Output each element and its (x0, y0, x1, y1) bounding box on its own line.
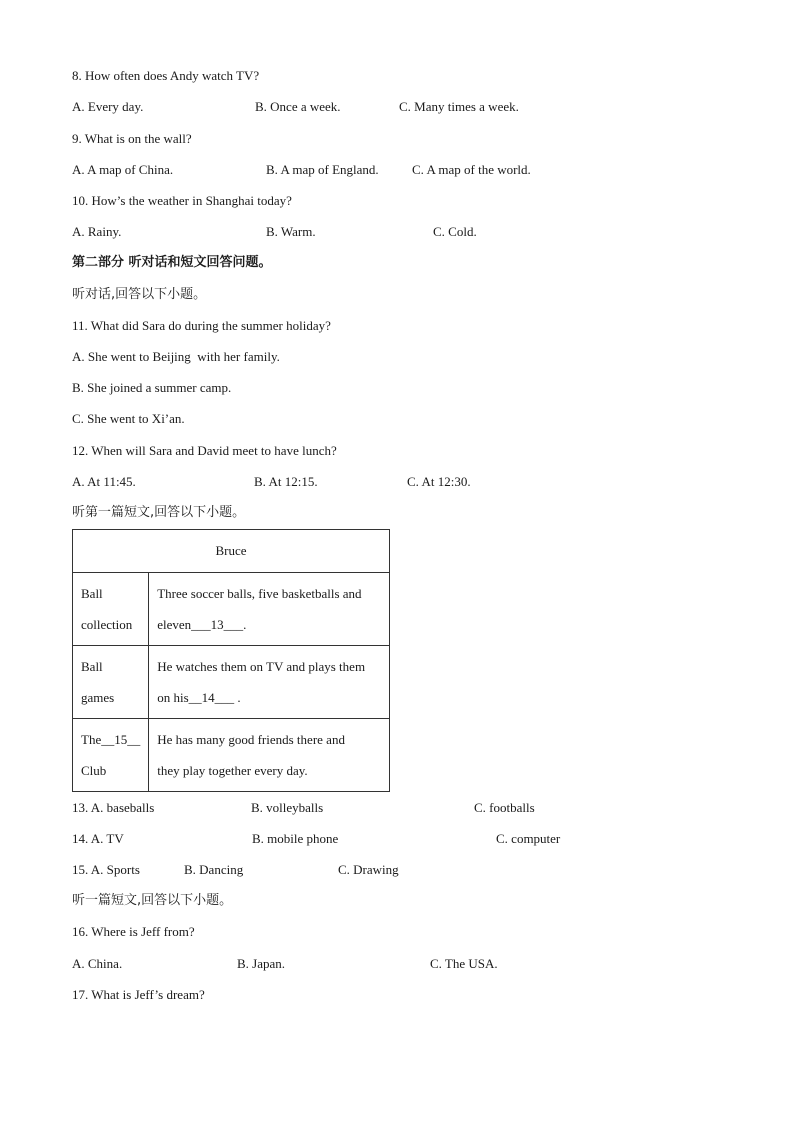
question-10-option-b: B. Warm. (266, 224, 316, 239)
part-2-heading: 第二部分 听对话和短文回答问题。 (72, 255, 272, 270)
question-11-stem: 11. What did Sara do during the summer holiday? (72, 318, 331, 333)
question-10-option-c: C. Cold. (433, 224, 477, 239)
question-8-option-a: A. Every day. (72, 99, 144, 114)
table-row (73, 646, 390, 719)
row-label-pre: The (81, 731, 102, 747)
row-label-line: games (81, 690, 115, 705)
table-row-label (73, 646, 149, 719)
question-10-stem: 10. How’s the weather in Shanghai today? (72, 193, 292, 208)
question-8-stem: 8. How often does Andy watch TV? (72, 68, 260, 83)
row-text-post: . (234, 690, 241, 705)
row-text-line (157, 682, 381, 714)
question-9-option-a: A. A map of China. (72, 162, 174, 177)
table-row-label (73, 573, 149, 646)
passage-2-intro: 听一篇短文,回答以下小题。 (72, 893, 233, 908)
row-label-line: collection (81, 617, 133, 632)
row-text-line (157, 609, 381, 641)
bruce-info-table (72, 529, 390, 792)
question-14-option-c: C. computer (496, 831, 561, 846)
row-label-line: Ball (81, 658, 103, 674)
row-label-line (81, 724, 140, 756)
blank-13: ___13___ (191, 617, 244, 632)
question-13-option-b: B. volleyballs (251, 800, 324, 815)
question-8-option-b: B. Once a week. (255, 99, 341, 114)
question-12-stem: 12. When will Sara and David meet to have lunch? (72, 443, 337, 458)
row-text-line: they play together every day. (157, 763, 308, 778)
question-12-option-c: C. At 12:30. (407, 474, 471, 489)
row-label-line: Ball (81, 585, 103, 601)
row-text-pre: eleven (157, 617, 192, 632)
question-10-option-a: A. Rainy. (72, 224, 122, 239)
question-9-option-b: B. A map of England. (266, 162, 379, 177)
question-13-option-c: C. footballs (474, 800, 535, 815)
row-text-pre: on his (157, 690, 189, 705)
question-14-option-a: 14. A. TV (72, 831, 124, 846)
question-17-stem: 17. What is Jeff’s dream? (72, 987, 205, 1002)
question-15-option-b: B. Dancing (184, 862, 244, 877)
question-15-option-a: 15. A. Sports (72, 862, 140, 877)
question-16-option-b: B. Japan. (237, 956, 286, 971)
question-16-option-c: C. The USA. (430, 956, 498, 971)
row-text-line: He has many good friends there and (157, 731, 345, 747)
question-12-option-b: B. At 12:15. (254, 474, 318, 489)
table-row-label (73, 719, 149, 792)
question-11-option-a: A. She went to Beijing with her family. (72, 349, 280, 364)
question-12-option-a: A. At 11:45. (72, 474, 136, 489)
table-row-text (149, 573, 390, 646)
question-11-option-c: C. She went to Xi’an. (72, 411, 185, 426)
row-text-line: Three soccer balls, five basketballs and (157, 585, 362, 601)
row-text-post: . (243, 617, 247, 632)
question-9-stem: 9. What is on the wall? (72, 131, 192, 146)
passage-1-intro: 听第一篇短文,回答以下小题。 (72, 505, 246, 520)
question-15-option-c: C. Drawing (338, 862, 399, 877)
table-row-text (149, 719, 390, 792)
question-11-option-b: B. She joined a summer camp. (72, 380, 232, 395)
blank-15: __15__ (101, 731, 141, 747)
table-title: Bruce (73, 530, 390, 573)
table-row (73, 573, 390, 646)
row-label-line: Club (81, 763, 107, 778)
question-8-option-c: C. Many times a week. (399, 99, 519, 114)
question-16-stem: 16. Where is Jeff from? (72, 924, 195, 939)
dialog-intro: 听对话,回答以下小题。 (72, 287, 207, 302)
question-13-option-a: 13. A. baseballs (72, 800, 155, 815)
table-row-text (149, 646, 390, 719)
blank-14: __14___ (188, 690, 235, 705)
question-14-option-b: B. mobile phone (252, 831, 339, 846)
table-row (73, 719, 390, 792)
row-text-line: He watches them on TV and plays them (157, 658, 366, 674)
question-9-option-c: C. A map of the world. (412, 162, 531, 177)
question-16-option-a: A. China. (72, 956, 123, 971)
